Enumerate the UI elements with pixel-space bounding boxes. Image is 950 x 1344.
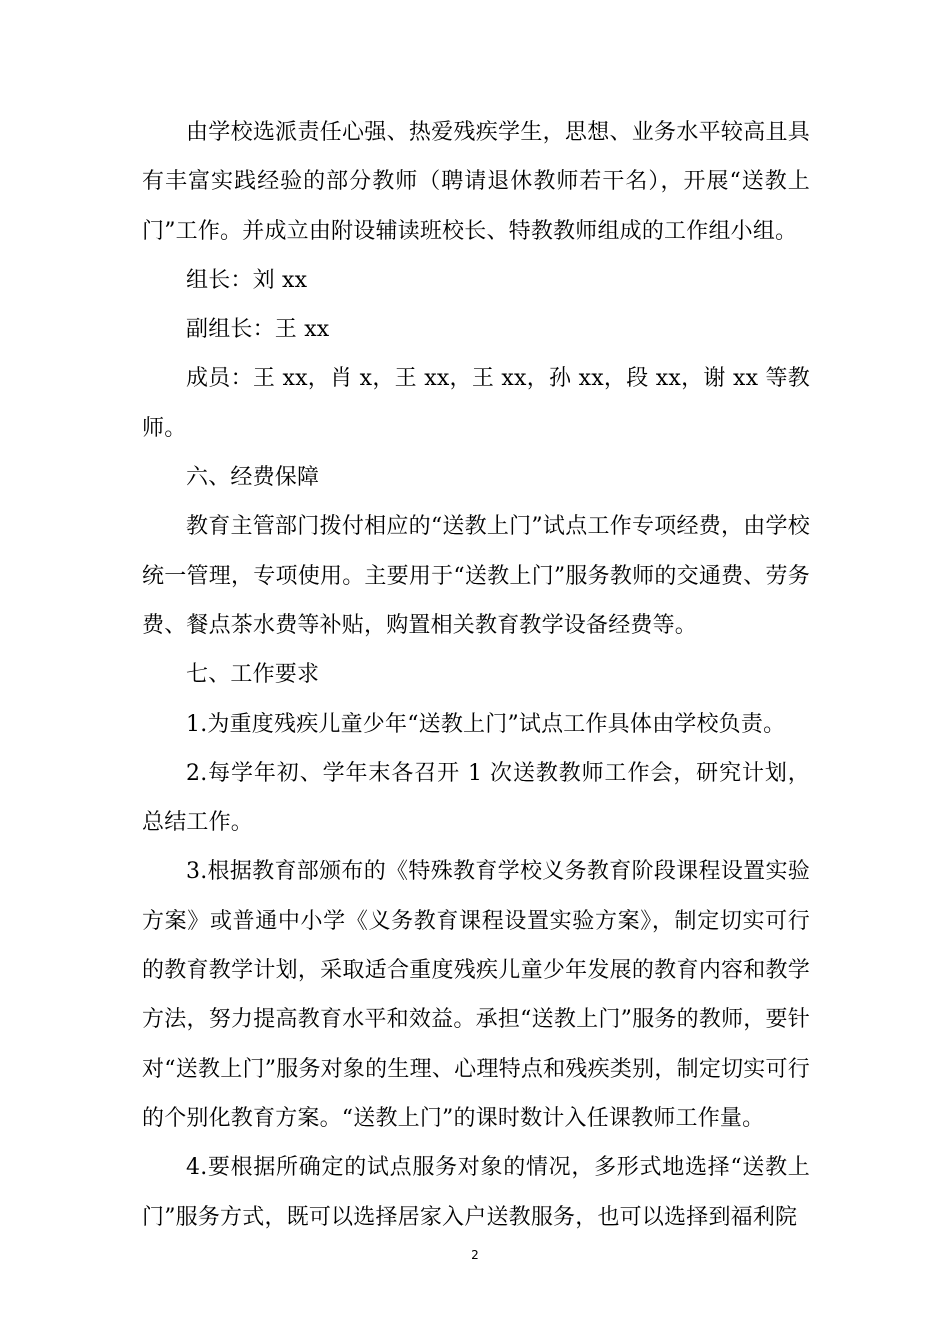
section-heading-requirements: 七、工作要求 [186, 662, 320, 688]
paragraph-team-leader: 组长：刘 xx [186, 267, 308, 293]
requirement-item-1: 1.为重度残疾儿童少年“送教上门”试点工作具体由学校负责。 [186, 711, 786, 737]
page-number: 2 [471, 1248, 479, 1262]
document-body [142, 108, 810, 1242]
paragraph-funding: 教育主管部门拨付相应的“送教上门”试点工作专项经费，由学校统一管理，专项使用。主要用于“送教上门”服务教师的交通费、劳务费、餐点茶水费等补贴，购置相关教育教学设备经费等。 [142, 514, 810, 638]
requirement-item-3: 3.根据教育部颁布的《特殊教育学校义务教育阶段课程设置实验方案》或普通中小学《义务教育课程设置实验方案》，制定切实可行的教育教学计划，采取适合重度残疾儿童少年发展的教育内容和教学方法，努力提高教育水平和效益。承担“送教上门”服务的教师，要针对“送教上门”服务对象的生理、心理特点和残疾类别，制定切实可行的个别化教育方案。“送教上门”的课时数计入任课教师工作量。 [142, 859, 810, 1131]
paragraph-deputy-leader: 副组长：王 xx [186, 317, 330, 343]
section-heading-funding: 六、经费保障 [186, 465, 320, 491]
requirement-item-4: 4.要根据所确定的试点服务对象的情况，多形式地选择“送教上门”服务方式，既可以选择居家入户送教服务，也可以选择到福利院 [142, 1155, 810, 1230]
paragraph-members: 成员：王 xx，肖 x，王 xx，王 xx，孙 xx，段 xx，谢 xx 等教师。 [142, 366, 810, 441]
requirement-item-2: 2.每学年初、学年末各召开 1 次送教教师工作会，研究计划，总结工作。 [142, 760, 810, 836]
paragraph-team-selection: 由学校选派责任心强、热爱残疾学生，思想、业务水平较高且具有丰富实践经验的部分教师（聘请退休教师若干名），开展“送教上门”工作。并成立由附设辅读班校长、特教教师组成的工作组小组。 [142, 120, 810, 244]
